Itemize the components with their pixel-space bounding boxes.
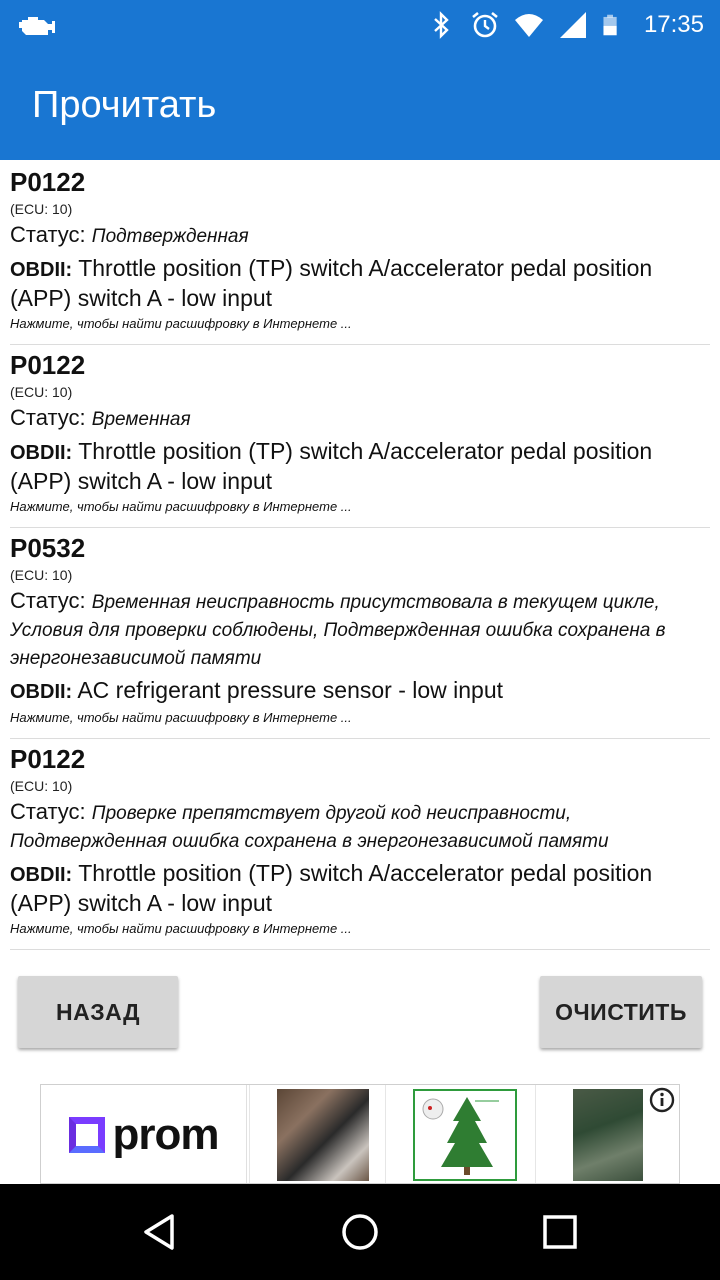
obd-description: AC refrigerant pressure sensor - low input <box>77 677 504 703</box>
status-line <box>10 588 710 672</box>
status-label: Статус: <box>10 222 86 247</box>
fault-code: P0122 <box>10 350 86 380</box>
search-hint-link[interactable]: Нажмите, чтобы найти расшифровку в Интернете ... <box>10 499 352 514</box>
navigation-bar <box>0 1184 720 1280</box>
status-label: Статус: <box>10 405 86 430</box>
status-line <box>10 222 710 250</box>
obd-line <box>10 254 710 312</box>
status-value: Временная <box>91 409 191 430</box>
app-bar <box>0 50 720 160</box>
home-circle-icon[interactable] <box>340 1212 380 1252</box>
status-line <box>10 405 710 433</box>
ad-brand-logo[interactable] <box>41 1085 247 1184</box>
clock: 17:35 <box>643 11 704 38</box>
fault-code: P0122 <box>10 167 86 197</box>
ad-product-image[interactable] <box>413 1089 517 1181</box>
page-title: Прочитать <box>32 84 217 126</box>
car-engine-icon <box>18 12 58 38</box>
obd-line <box>10 437 710 495</box>
obd-label: OBDII: <box>10 259 73 281</box>
obd-label: OBDII: <box>10 442 73 464</box>
ecu-label: (ECU: 10) <box>10 567 73 583</box>
ad-brand-name: prom <box>112 1110 219 1159</box>
ad-banner[interactable] <box>40 1084 680 1184</box>
recents-square-icon[interactable] <box>540 1212 580 1252</box>
obd-label: OBDII: <box>10 864 73 886</box>
fault-code: P0532 <box>10 533 86 563</box>
ecu-label: (ECU: 10) <box>10 778 73 794</box>
christmas-tree-icon <box>415 1091 515 1179</box>
list-item[interactable] <box>10 739 710 950</box>
status-value: Подтвержденная <box>91 226 249 247</box>
status-bar <box>0 0 720 50</box>
status-label: Статус: <box>10 588 86 613</box>
cell-signal-icon <box>558 10 588 40</box>
status-value: Временная неисправность присутствовала в текущем цикле, Условия для проверки соблюдены, Подтвержденная ошибка сохранена в энергонезависимой памяти <box>10 592 666 669</box>
ad-divider <box>535 1085 536 1184</box>
ecu-label: (ECU: 10) <box>10 201 73 217</box>
battery-icon <box>602 10 624 40</box>
status-value: Проверке препятствует другой код неисправности, Подтвержденная ошибка сохранена в энергонезависимой памяти <box>10 803 609 852</box>
bluetooth-icon <box>426 10 456 40</box>
status-line <box>10 799 710 855</box>
wifi-icon <box>514 10 544 40</box>
obd-line <box>10 859 710 917</box>
search-hint-link[interactable]: Нажмите, чтобы найти расшифровку в Интернете ... <box>10 710 352 725</box>
list-item[interactable] <box>10 162 710 345</box>
search-hint-link[interactable]: Нажмите, чтобы найти расшифровку в Интернете ... <box>10 921 352 936</box>
fault-code: P0122 <box>10 744 86 774</box>
ecu-label: (ECU: 10) <box>10 384 73 400</box>
fault-code-list <box>10 162 710 950</box>
status-icons <box>426 8 704 42</box>
back-triangle-icon[interactable] <box>140 1212 180 1252</box>
prom-logo-icon <box>69 1117 105 1153</box>
alarm-icon <box>470 10 500 40</box>
info-icon[interactable] <box>649 1087 675 1113</box>
list-item[interactable] <box>10 528 710 739</box>
back-button[interactable]: НАЗАД <box>18 976 178 1048</box>
clear-button[interactable]: ОЧИСТИТЬ <box>540 976 702 1048</box>
obd-line <box>10 676 710 706</box>
ad-product-image[interactable] <box>573 1089 643 1181</box>
status-label: Статус: <box>10 799 86 824</box>
ad-divider <box>249 1085 250 1184</box>
ad-product-image[interactable] <box>277 1089 369 1181</box>
obd-description: Throttle position (TP) switch A/accelerator pedal position (APP) switch A - low input <box>10 438 653 494</box>
list-item[interactable] <box>10 345 710 528</box>
obd-description: Throttle position (TP) switch A/accelerator pedal position (APP) switch A - low input <box>10 860 653 916</box>
obd-label: OBDII: <box>10 681 73 703</box>
ad-divider <box>385 1085 386 1184</box>
obd-description: Throttle position (TP) switch A/accelerator pedal position (APP) switch A - low input <box>10 255 653 311</box>
search-hint-link[interactable]: Нажмите, чтобы найти расшифровку в Интернете ... <box>10 316 352 331</box>
